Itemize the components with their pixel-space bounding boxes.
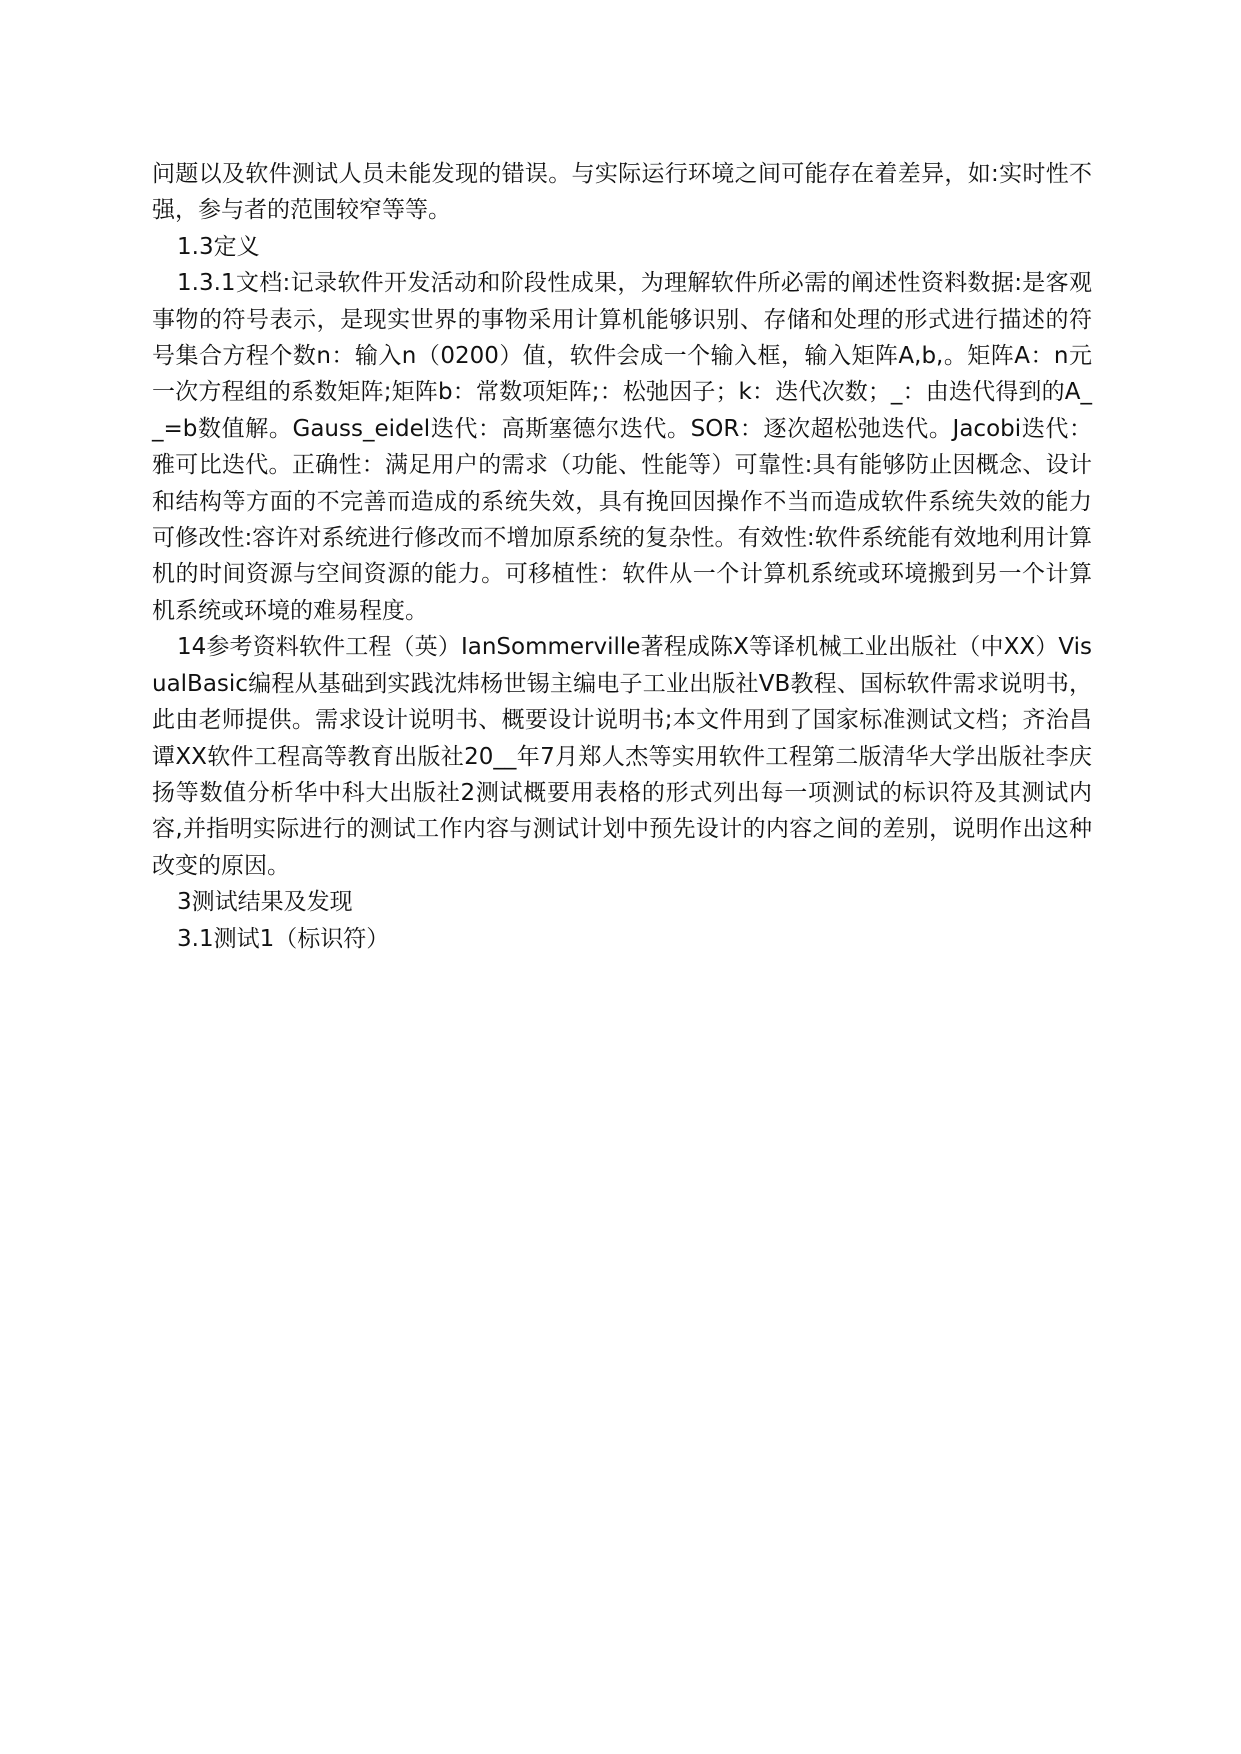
document-page — [152, 156, 1092, 957]
heading-3-1-test-1: 3.1测试1（标识符） — [177, 925, 390, 952]
paragraph-1-4-references: 14参考资料软件工程（英）IanSommerville著程成陈X等译机械工业出版社（中XX）VisualBasic编程从基础到实践沈炜杨世锡主编电子工业出版社VB教程、国标软件需求说明书，此由老师提供。需求设计说明书、概要设计说明书;本文件用到了国家标准测试文档；齐治昌谭XX软件工程高等教育出版社20__年7月郑人杰等实用软件工程第二版清华大学出版社李庆扬等数值分析华中科大出版社2测试概要用表格的形式列出每一项测试的标识符及其测试内容,并指明实际进行的测试工作内容与测试计划中预先设计的内容之间的差别，说明作出这种改变的原因。 — [152, 634, 1092, 879]
paragraph-intro-continuation: 问题以及软件测试人员未能发现的错误。与实际运行环境之间可能存在着差异，如:实时性不强，参与者的范围较窄等等。 — [152, 161, 1092, 224]
heading-1-3-definitions: 1.3定义 — [177, 233, 260, 260]
paragraph-1-3-1-documents: 1.3.1文档:记录软件开发活动和阶段性成果，为理解软件所必需的阐述性资料数据:是客观事物的符号表示，是现实世界的事物采用计算机能够识别、存储和处理的形式进行描述的符号集合方程个数n：输入n（0200）值，软件会成一个输入框，输入矩阵A,b,。矩阵A：n元一次方程组的系数矩阵;矩阵b：常数项矩阵;：松弛因子；k：迭代次数；_：由迭代得到的A__=b数值解。Gauss_eidel迭代：高斯塞德尔迭代。SOR：逐次超松弛迭代。Jacobi迭代：雅可比迭代。正确性：满足用户的需求（功能、性能等）可靠性:具有能够防止因概念、设计和结构等方面的不完善而造成的系统失效，具有挽回因操作不当而造成软件系统失效的能力可修改性:容许对系统进行修改而不增加原系统的复杂性。有效性:软件系统能有效地利用计算机的时间资源与空间资源的能力。可移植性：软件从一个计算机系统或环境搬到另一个计算机系统或环境的难易程度。 — [152, 270, 1092, 624]
heading-3-test-results: 3测试结果及发现 — [177, 889, 353, 916]
